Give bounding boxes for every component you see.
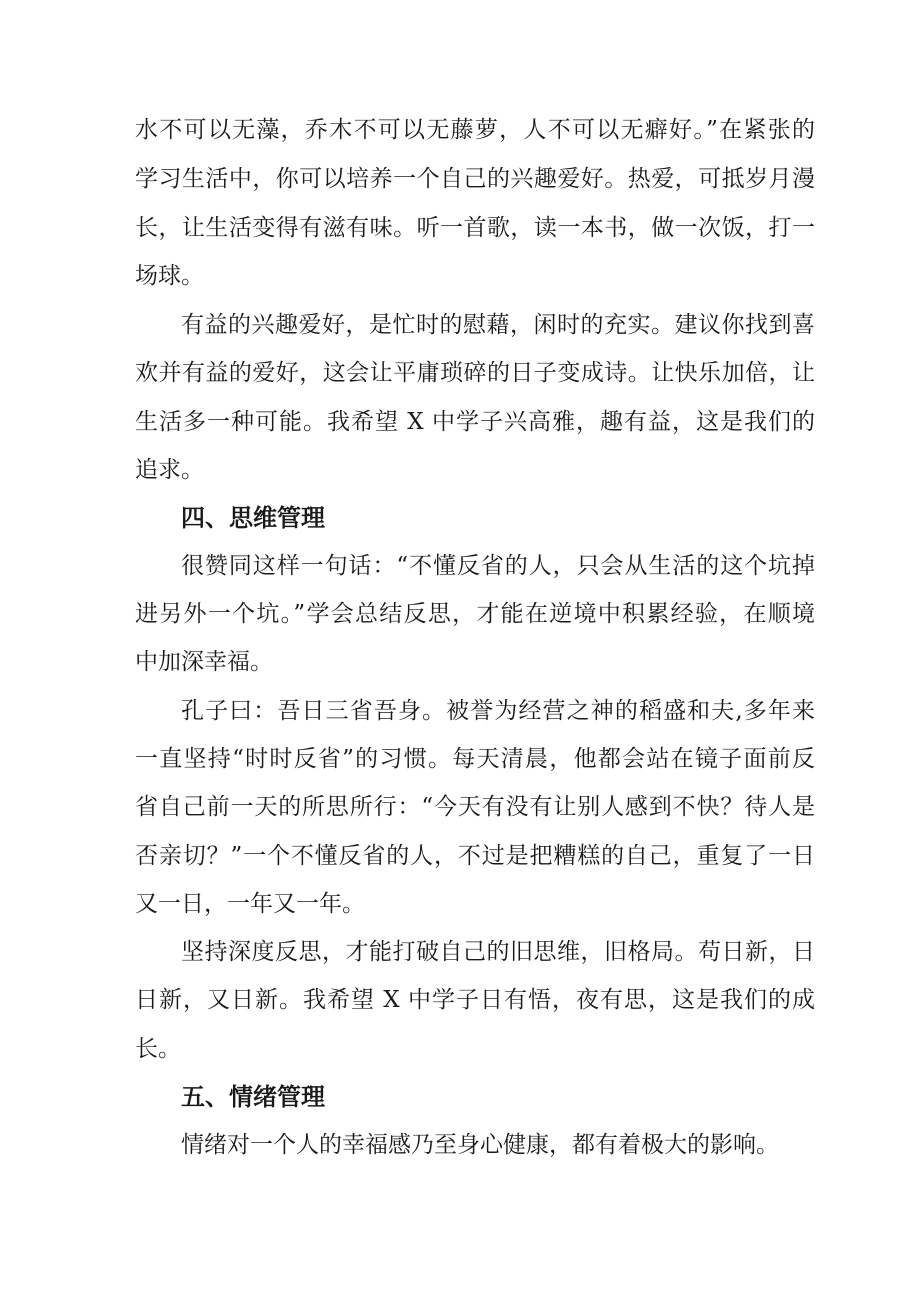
paragraph-line: 省自己前一天的所思所行：“今天有没有让别人感到不快？待人是 bbox=[135, 794, 815, 820]
section-heading: 四、思维管理 bbox=[181, 504, 325, 532]
paragraph-line: 孔子曰：吾日三省吾身。被誉为经营之神的稻盛和夫,多年来 bbox=[181, 698, 815, 724]
paragraph-line: 有益的兴趣爱好，是忙时的慰藉，闲时的充实。建议你找到喜 bbox=[181, 312, 815, 338]
paragraph-line: 追求。 bbox=[135, 457, 204, 483]
paragraph-line: 长。 bbox=[135, 1036, 181, 1062]
paragraph-line: 否亲切？”一个不懂反省的人，不过是把糟糕的自己，重复了一日 bbox=[135, 843, 815, 869]
paragraph-line: 场球。 bbox=[135, 263, 204, 289]
section-heading: 五、情绪管理 bbox=[181, 1083, 325, 1111]
paragraph-line: 情绪对一个人的幸福感乃至身心健康，都有着极大的影响。 bbox=[181, 1132, 779, 1158]
paragraph-line: 很赞同这样一句话：“不懂反省的人，只会从生活的这个坑掉 bbox=[181, 553, 815, 579]
paragraph-line: 水不可以无藻，乔木不可以无藤萝，人不可以无癖好。”在紧张的 bbox=[135, 117, 815, 143]
paragraph-line: 进另外一个坑。”学会总结反思，才能在逆境中积累经验，在顺境 bbox=[135, 601, 815, 627]
paragraph-line: 坚持深度反思，才能打破自己的旧思维，旧格局。苟日新，日 bbox=[181, 939, 815, 965]
paragraph-line: 欢并有益的爱好，这会让平庸琐碎的日子变成诗。让快乐加倍，让 bbox=[135, 360, 815, 386]
paragraph-line: 日新，又日新。我希望 X 中学子日有悟，夜有思，这是我们的成 bbox=[135, 987, 815, 1013]
paragraph-line: 中加深幸福。 bbox=[135, 649, 273, 675]
paragraph-line: 长，让生活变得有滋有味。听一首歌，读一本书，做一次饭，打一 bbox=[135, 215, 815, 241]
paragraph-line: 学习生活中，你可以培养一个自己的兴趣爱好。热爱，可抵岁月漫 bbox=[135, 166, 815, 192]
paragraph-line: 生活多一种可能。我希望 X 中学子兴高雅，趣有益，这是我们的 bbox=[135, 409, 815, 435]
paragraph-line: 一直坚持“时时反省”的习惯。每天清晨，他都会站在镜子面前反 bbox=[135, 746, 815, 772]
paragraph-line: 又一日，一年又一年。 bbox=[135, 891, 365, 917]
